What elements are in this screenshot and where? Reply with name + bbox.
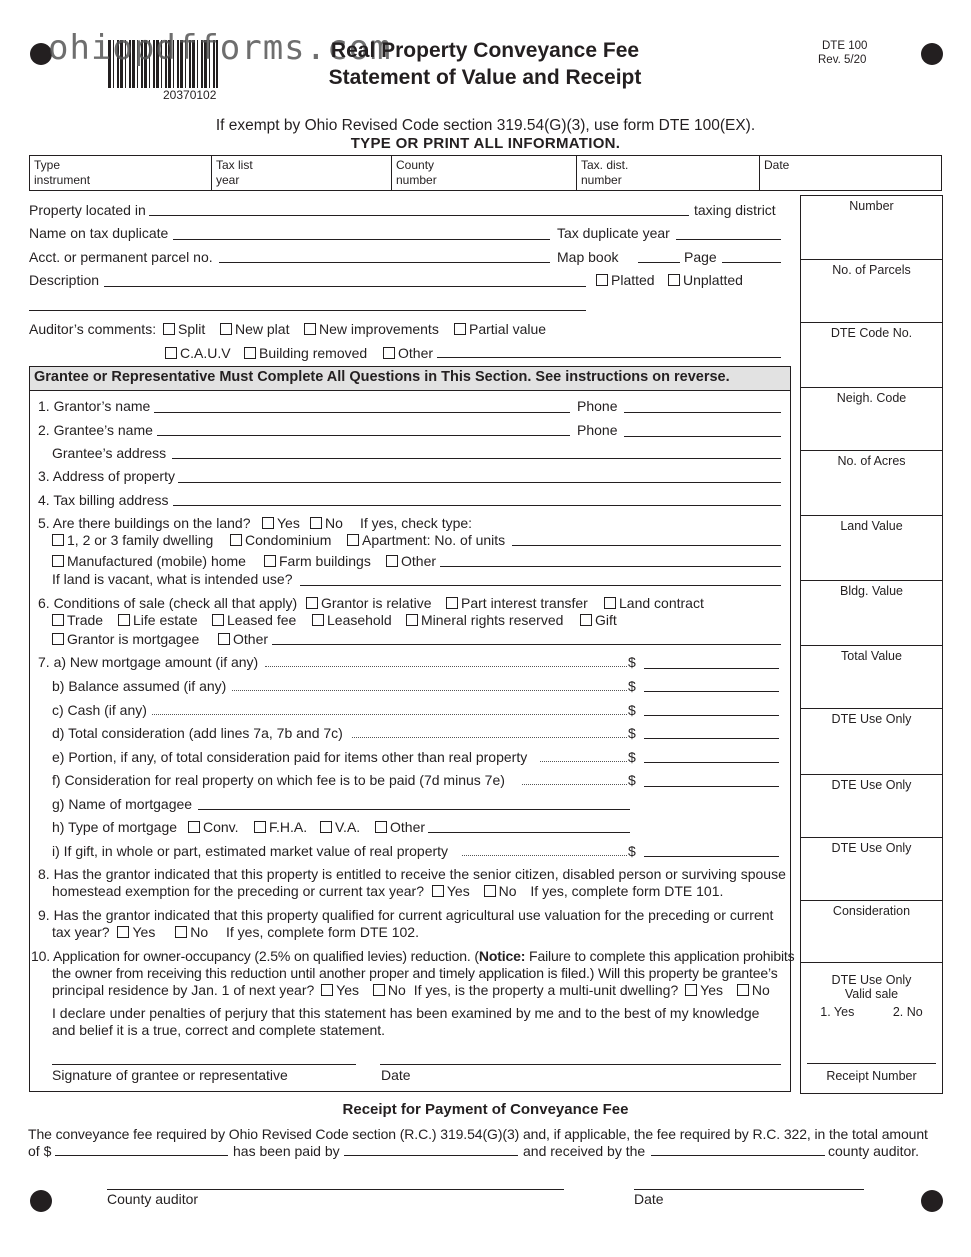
q10-yes[interactable]: Yes [321, 982, 359, 998]
grantor-relative-checkbox[interactable] [306, 597, 318, 609]
q6-land-contract[interactable]: Land contract [604, 595, 704, 611]
va-checkbox[interactable] [320, 821, 332, 833]
q7f-dollar: $ [628, 772, 636, 788]
condominium-checkbox[interactable] [230, 534, 242, 546]
non-real-property-portion-field[interactable] [644, 762, 779, 763]
q6-grantor-mortgagee[interactable]: Grantor is mortgagee [52, 631, 199, 647]
tax-dup-year-label: Tax duplicate year [557, 225, 670, 241]
sidebar-neigh-code[interactable]: Neigh. Code [801, 388, 942, 451]
exempt-note: If exempt by Ohio Revised Code section 319.54(G)(3), use form DTE 100(EX). [215, 117, 756, 134]
q6-life-estate[interactable]: Life estate [118, 612, 198, 628]
mortgage-other-field[interactable] [428, 832, 630, 833]
q6-leasehold[interactable]: Leasehold [312, 612, 392, 628]
q9-yes-checkbox[interactable] [117, 926, 129, 938]
auditor-split[interactable]: Split [163, 321, 205, 337]
new-plat-checkbox[interactable] [220, 323, 232, 335]
q5-other-field[interactable] [440, 566, 781, 567]
grantee-address-label: Grantee’s address [52, 445, 167, 461]
valid-sale-yes[interactable]: 1. Yes [820, 1005, 855, 1019]
q10-line3: principal residence by Jan. 1 of next year? Yes No If yes, is the property a multi-unit dwelling? Yes No [52, 982, 770, 998]
form-id: DTE 100 [822, 40, 868, 52]
cauv-checkbox[interactable] [165, 347, 177, 359]
q7f-leader [522, 784, 627, 785]
grantee-address-field[interactable] [172, 458, 781, 459]
q3-label: 3. Address of property [38, 468, 175, 484]
q10-yes-checkbox[interactable] [321, 984, 333, 996]
dte-sidebar [800, 195, 943, 1094]
q5-condominium[interactable]: Condominium [230, 532, 331, 548]
sidebar-dte-use-2[interactable]: DTE Use Only [801, 775, 942, 838]
sidebar-valid-sale[interactable]: DTE Use Only Valid sale 1. Yes 2. No Receipt Number [801, 963, 942, 1093]
name-on-tax-dup-label: Name on tax duplicate [29, 225, 169, 241]
q6-gift[interactable]: Gift [580, 612, 617, 628]
q2-label: 2. Grantee’s name [38, 422, 153, 438]
apartment-units-field[interactable] [512, 545, 781, 546]
q7c-label: c) Cash (if any) [52, 702, 147, 718]
q7c-leader [152, 714, 627, 715]
date-cell[interactable]: Date [764, 158, 790, 172]
receipt-date-field[interactable] [634, 1189, 864, 1190]
q8-no[interactable]: No [484, 883, 517, 899]
q10-multi-yes[interactable]: Yes [685, 982, 723, 998]
auditor-other-checkbox[interactable] [383, 347, 395, 359]
split-checkbox[interactable] [163, 323, 175, 335]
manufactured-home-checkbox[interactable] [52, 555, 64, 567]
q5-yes-checkbox[interactable] [262, 517, 274, 529]
q9-no-checkbox[interactable] [175, 926, 187, 938]
q10-multi-no-checkbox[interactable] [737, 984, 749, 996]
fha-checkbox[interactable] [254, 821, 266, 833]
new-improvements-checkbox[interactable] [304, 323, 316, 335]
q7g-label: g) Name of mortgagee [52, 796, 193, 812]
receipt-number-label: Receipt Number [826, 1069, 917, 1083]
q7e-label: e) Portion, if any, of total consideration paid for items other than real property [52, 749, 528, 765]
map-book-label: Map book [557, 249, 619, 265]
auditor-comments-label: Auditor’s comments: [29, 321, 157, 337]
sidebar-consideration[interactable]: Consideration [801, 901, 942, 963]
map-book-field[interactable] [638, 262, 680, 263]
q8-no-checkbox[interactable] [484, 885, 496, 897]
part-interest-checkbox[interactable] [446, 597, 458, 609]
q7h-fha[interactable]: F.H.A. [254, 819, 307, 835]
receipt-title: Receipt for Payment of Conveyance Fee [342, 1101, 629, 1118]
q5-no[interactable]: No [310, 515, 343, 531]
receipt-county-auditor-suffix: county auditor. [828, 1143, 920, 1159]
q5-yes[interactable]: Yes [262, 515, 300, 531]
q8-line2: homestead exemption for the preceding or current tax year? Yes No If yes, complete form DTE 101. [52, 883, 724, 899]
signature-label: Signature of grantee or representative [52, 1067, 288, 1083]
sidebar-total-value[interactable]: Total Value [801, 646, 942, 709]
q1-label: 1. Grantor’s name [38, 398, 151, 414]
description-field[interactable] [104, 286, 586, 287]
barcode-number: 20370102 [163, 88, 217, 102]
q10-multi-no[interactable]: No [737, 982, 770, 998]
q6-other-checkbox[interactable] [218, 633, 230, 645]
q5-other-checkbox[interactable] [386, 555, 398, 567]
registration-mark-top-right [921, 43, 943, 65]
acct-parcel-label: Acct. or permanent parcel no. [29, 249, 213, 265]
leasehold-checkbox[interactable] [312, 614, 324, 626]
mortgagee-name-field[interactable] [198, 809, 630, 810]
q10-line1: 10. Application for owner-occupancy (2.5% on qualified levies) reduction. (Notice: Failure to complete this application prohibits [31, 948, 795, 964]
q5-vacant-label: If land is vacant, what is intended use? [52, 571, 293, 587]
receipt-line1: The conveyance fee required by Ohio Revised Code section (R.C.) 319.54(G)(3) and, if applicable, the fee required by R.C. 322, in the total amount [28, 1126, 928, 1142]
life-estate-checkbox[interactable] [118, 614, 130, 626]
receipt-paid-by-field[interactable] [344, 1155, 518, 1156]
registration-mark-bottom-right [921, 1190, 943, 1212]
sidebar-bldg-value[interactable]: Bldg. Value [801, 581, 942, 646]
q7c-dollar: $ [628, 702, 636, 718]
property-located-field[interactable] [149, 215, 689, 216]
q5-farm-buildings[interactable]: Farm buildings [264, 553, 371, 569]
grantor-name-field[interactable] [154, 412, 570, 413]
signature-date-field[interactable] [380, 1064, 781, 1065]
vacant-use-field[interactable] [300, 585, 781, 586]
county-auditor-label: County auditor [107, 1191, 199, 1207]
family-dwelling-checkbox[interactable] [52, 534, 64, 546]
q7h-conv[interactable]: Conv. [188, 819, 239, 835]
cash-field[interactable] [644, 715, 779, 716]
leased-fee-checkbox[interactable] [212, 614, 224, 626]
conv-checkbox[interactable] [188, 821, 200, 833]
declaration-line1: I declare under penalties of perjury that this statement has been examined by me and to the best of my knowledge [52, 1005, 760, 1021]
q9-no[interactable]: No [175, 924, 208, 940]
tax-list-year-cell[interactable]: Tax list year [212, 156, 392, 190]
valid-sale-no[interactable]: 2. No [892, 1005, 923, 1019]
q5-family-dwelling[interactable]: 1, 2 or 3 family dwelling [52, 532, 213, 548]
q7h-label: h) Type of mortgage [52, 819, 178, 835]
balance-assumed-field[interactable] [644, 691, 779, 692]
county-auditor-signature-field[interactable] [107, 1189, 564, 1190]
q8-line1: 8. Has the grantor indicated that this property is entitled to receive the senior citizen, disabled person or surviving spouse [38, 866, 786, 882]
grantor-phone-field[interactable] [624, 412, 781, 413]
receipt-received-by-label: and received by the [523, 1143, 646, 1159]
unplatted-option[interactable]: Unplatted [668, 272, 743, 288]
receipt-date-label: Date [634, 1191, 664, 1207]
q5-other[interactable]: Other [386, 553, 436, 569]
header-info-table [29, 155, 942, 191]
q7h-va[interactable]: V.A. [320, 819, 360, 835]
q7i-dollar: $ [628, 843, 636, 859]
farm-buildings-checkbox[interactable] [264, 555, 276, 567]
q7b-leader [232, 690, 627, 691]
grantee-phone-label: Phone [577, 422, 618, 438]
acct-parcel-field[interactable] [219, 262, 550, 263]
q7d-label: d) Total consideration (add lines 7a, 7b and 7c) [52, 725, 343, 741]
registration-mark-bottom-left [30, 1190, 52, 1212]
sidebar-number[interactable]: Number [801, 196, 942, 260]
q9-line2: tax year? Yes No If yes, complete form DTE 102. [52, 924, 419, 940]
partial-value-checkbox[interactable] [454, 323, 466, 335]
q5-type-label: If yes, check type: [360, 515, 473, 531]
q7e-leader [540, 761, 627, 762]
grantor-phone-label: Phone [577, 398, 618, 414]
q6-grantor-relative[interactable]: Grantor is relative [306, 595, 431, 611]
q7i-label: i) If gift, in whole or part, estimated market value of real property [52, 843, 449, 859]
q5-no-checkbox[interactable] [310, 517, 322, 529]
property-located-label: Property located in [29, 202, 146, 218]
county-number-cell[interactable]: County number [392, 156, 577, 190]
q7f-label: f) Consideration for real property on which fee is to be paid (7d minus 7e) [52, 772, 505, 788]
signature-date-label: Date [381, 1067, 411, 1083]
building-removed-checkbox[interactable] [244, 347, 256, 359]
sidebar-no-of-parcels[interactable]: No. of Parcels [801, 260, 942, 323]
grantee-phone-field[interactable] [624, 436, 781, 437]
tax-dup-year-field[interactable] [676, 239, 781, 240]
sidebar-dte-use-3[interactable]: DTE Use Only [801, 838, 942, 901]
tax-billing-address-field[interactable] [173, 505, 781, 506]
q6-leased-fee[interactable]: Leased fee [212, 612, 296, 628]
form-title-line2: Statement of Value and Receipt [328, 66, 642, 89]
auditor-new-improvements[interactable]: New improvements [304, 321, 439, 337]
trade-checkbox[interactable] [52, 614, 64, 626]
type-or-print-instruction: TYPE OR PRINT ALL INFORMATION. [350, 135, 621, 152]
q6-label: 6. Conditions of sale (check all that apply) [38, 595, 298, 611]
q7i-leader [462, 855, 627, 856]
q8-yes-checkbox[interactable] [432, 885, 444, 897]
q5-apartment[interactable]: Apartment: No. of units [347, 532, 505, 548]
q7e-dollar: $ [628, 749, 636, 765]
q9-yes[interactable]: Yes [117, 924, 155, 940]
gift-checkbox[interactable] [580, 614, 592, 626]
q4-label: 4. Tax billing address [38, 492, 169, 508]
platted-option[interactable]: Platted [596, 272, 655, 288]
q6-mineral-rights[interactable]: Mineral rights reserved [406, 612, 563, 628]
taxing-district-label: taxing district [694, 202, 776, 218]
receipt-county-field[interactable] [651, 1155, 825, 1156]
q7h-other[interactable]: Other [375, 819, 425, 835]
total-consideration-field[interactable] [644, 738, 779, 739]
unplatted-checkbox[interactable] [668, 274, 680, 286]
q10-line2: the owner from receiving this reduction until another proper and timely application is filed.) Will this property be grantee’s [52, 965, 778, 981]
q10-no-checkbox[interactable] [373, 984, 385, 996]
auditor-other[interactable]: Other [383, 345, 433, 361]
q7a-dollar: $ [628, 654, 636, 670]
q7b-dollar: $ [628, 678, 636, 694]
q10-multi-yes-checkbox[interactable] [685, 984, 697, 996]
auditor-cauv[interactable]: C.A.U.V [165, 345, 231, 361]
auditor-building-removed[interactable]: Building removed [244, 345, 367, 361]
platted-checkbox[interactable] [596, 274, 608, 286]
signature-field[interactable] [52, 1064, 356, 1065]
description-field-line2[interactable] [29, 310, 586, 311]
mineral-rights-checkbox[interactable] [406, 614, 418, 626]
receipt-amount-field[interactable] [55, 1155, 228, 1156]
q6-part-interest[interactable]: Part interest transfer [446, 595, 588, 611]
form-title-line1: Real Property Conveyance Fee [330, 39, 640, 62]
property-address-field[interactable] [178, 482, 781, 483]
type-instrument-cell[interactable]: Type instrument [30, 156, 212, 190]
page-field[interactable] [722, 262, 781, 263]
declaration-line2: and belief it is a true, correct and complete statement. [52, 1022, 386, 1038]
apartment-checkbox[interactable] [347, 534, 359, 546]
form-revision: Rev. 5/20 [818, 54, 867, 66]
new-mortgage-amount-field[interactable] [644, 668, 779, 669]
q5-label: 5. Are there buildings on the land? [38, 515, 251, 531]
grantee-name-field[interactable] [157, 435, 570, 436]
mortgage-other-checkbox[interactable] [375, 821, 387, 833]
auditor-other-field[interactable] [437, 357, 781, 358]
watermark: ohiopdfforms.com [48, 28, 392, 68]
q10-no[interactable]: No [373, 982, 406, 998]
sidebar-dte-use-1[interactable]: DTE Use Only [801, 709, 942, 775]
q7d-leader [352, 737, 627, 738]
q7a-label: 7. a) New mortgage amount (if any) [38, 654, 259, 670]
land-contract-checkbox[interactable] [604, 597, 616, 609]
sidebar-land-value[interactable]: Land Value [801, 516, 942, 581]
tax-dist-number-cell[interactable]: Tax. dist. number [577, 156, 760, 190]
q6-trade[interactable]: Trade [52, 612, 103, 628]
sidebar-dte-code[interactable]: DTE Code No. [801, 323, 942, 388]
name-on-tax-dup-field[interactable] [173, 239, 550, 240]
section-banner: Grantee or Representative Must Complete All Questions in This Section. See instructions on reverse. [29, 366, 791, 391]
q6-other-field[interactable] [272, 644, 781, 645]
gift-market-value-field[interactable] [644, 856, 779, 857]
q9-line1: 9. Has the grantor indicated that this property qualified for current agricultural use valuation for the preceding or current [38, 907, 774, 923]
receipt-paid-by-label: has been paid by [233, 1143, 340, 1159]
q8-yes[interactable]: Yes [432, 883, 470, 899]
receipt-of-label: of $ [28, 1143, 52, 1159]
grantor-mortgagee-checkbox[interactable] [52, 633, 64, 645]
q5-manufactured-home[interactable]: Manufactured (mobile) home [52, 553, 246, 569]
sidebar-no-of-acres[interactable]: No. of Acres [801, 451, 942, 516]
auditor-partial-value[interactable]: Partial value [454, 321, 546, 337]
consideration-real-property-field[interactable] [644, 786, 779, 787]
page-label: Page [684, 249, 717, 265]
q7d-dollar: $ [628, 725, 636, 741]
q7b-label: b) Balance assumed (if any) [52, 678, 227, 694]
q7a-leader [265, 666, 627, 667]
description-label: Description [29, 272, 100, 288]
q6-other[interactable]: Other [218, 631, 268, 647]
auditor-new-plat[interactable]: New plat [220, 321, 289, 337]
